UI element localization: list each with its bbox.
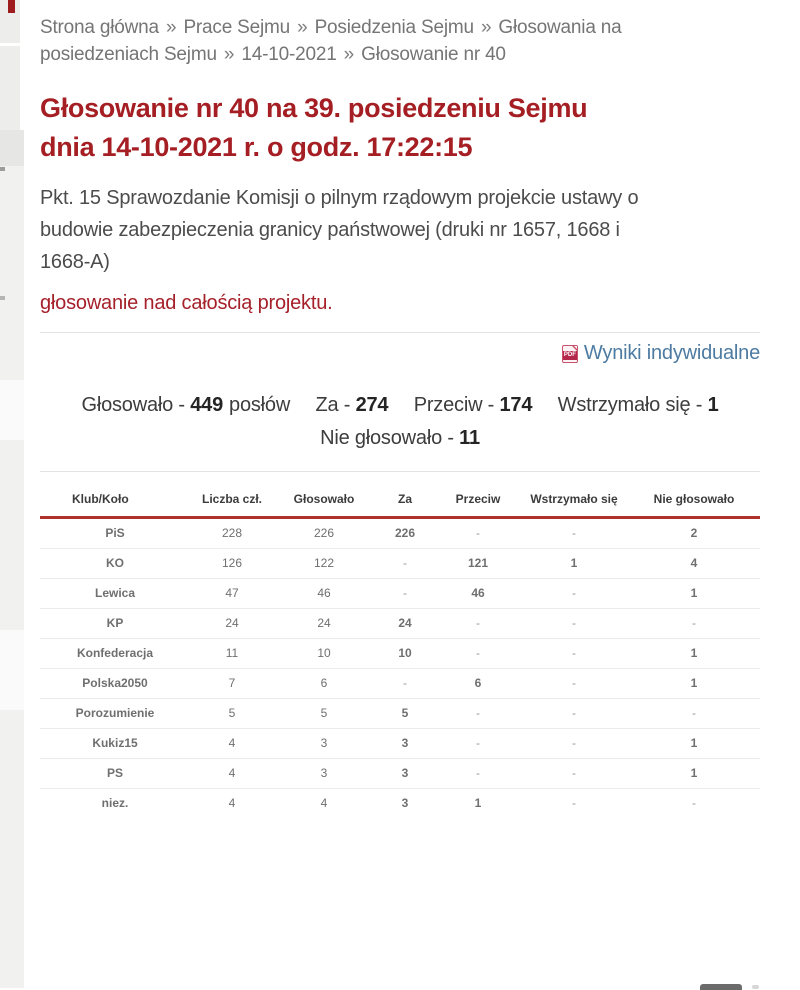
table-row	[40, 608, 760, 638]
members-count: 4	[190, 728, 274, 758]
breadcrumb-separator: »	[223, 44, 235, 65]
vote-summary-line-2	[40, 422, 760, 455]
voting-topic: Pkt. 15 Sprawozdanie Komisji o pilnym rządowym projekcie ustawy o budowie zabezpieczenia granicy państwowej (druki nr 1657, 1668 i 1668-A)	[40, 187, 639, 273]
col-header-abstained: Wstrzymało się	[520, 483, 628, 518]
voted-count: 226	[274, 517, 374, 548]
individual-results-link[interactable]	[562, 342, 760, 365]
votes-abstained: -	[520, 698, 628, 728]
background-page-fragment	[0, 380, 24, 440]
votes-not-cast: 2	[628, 517, 760, 548]
background-page-fragment	[0, 296, 5, 300]
summary-abstained: Wstrzymało się - 1	[557, 393, 719, 416]
breadcrumb-item-sittings[interactable]: Posiedzenia Sejmu	[314, 17, 474, 38]
voted-count: 10	[274, 638, 374, 668]
title-voting-line: Głosowanie nr 40 na 39. posiedzeniu Sejmu	[40, 93, 588, 123]
page-title	[40, 89, 760, 167]
breadcrumb-separator: »	[165, 17, 177, 38]
votes-for: 3	[401, 795, 409, 810]
divider	[40, 471, 760, 472]
voted-count: 6	[274, 668, 374, 698]
background-page-fragment	[0, 130, 24, 988]
votes-not-cast: -	[628, 698, 760, 728]
votes-not-cast: 4	[628, 548, 760, 578]
background-page-fragment	[0, 167, 5, 171]
table-row	[40, 578, 760, 608]
breadcrumb-separator: »	[480, 17, 492, 38]
votes-for: 5	[374, 698, 436, 728]
individual-results-row	[40, 342, 760, 368]
members-count: 126	[190, 548, 274, 578]
votes-against: 1	[474, 795, 482, 810]
votes-abstained: -	[520, 517, 628, 548]
votes-for: -	[374, 578, 436, 608]
vote-summary	[40, 389, 760, 455]
club-name-link[interactable]: KP	[40, 608, 190, 638]
votes-abstained: -	[520, 638, 628, 668]
breadcrumb-item-date[interactable]: 14-10-2021	[241, 44, 337, 65]
title-datetime-line: dnia 14-10-2021 r. o godz. 17:22:15	[40, 132, 473, 162]
votes-not-cast: 1	[628, 578, 760, 608]
votes-against: -	[436, 758, 520, 788]
club-name-link[interactable]: Porozumienie	[40, 698, 190, 728]
voted-count: 46	[274, 578, 374, 608]
votes-for: 226	[374, 517, 436, 548]
members-count: 5	[190, 698, 274, 728]
votes-abstained: -	[572, 795, 576, 810]
votes-for: 3	[374, 758, 436, 788]
members-count: 11	[190, 638, 274, 668]
votes-for: -	[374, 548, 436, 578]
votes-not-cast: 1	[628, 728, 760, 758]
background-page-fragment	[8, 0, 15, 13]
table-row	[40, 668, 760, 698]
votes-not-cast: 1	[628, 668, 760, 698]
voted-count: 3	[274, 758, 374, 788]
votes-against: -	[436, 638, 520, 668]
voting-subject: głosowanie nad całością projektu.	[40, 292, 333, 314]
votes-for: 10	[374, 638, 436, 668]
club-name-link[interactable]: Kukiz15	[40, 728, 190, 758]
votes-abstained: -	[520, 578, 628, 608]
voted-count: 24	[274, 608, 374, 638]
col-header-voted: Głosowało	[274, 483, 374, 518]
col-header-for: Za	[374, 483, 436, 518]
members-count: 47	[190, 578, 274, 608]
table-row	[40, 758, 760, 788]
table-row	[40, 698, 760, 728]
voted-count: 3	[274, 728, 374, 758]
summary-against: Przeciw - 174	[413, 393, 533, 416]
votes-against: 46	[436, 578, 520, 608]
background-page-fragment	[0, 630, 24, 710]
table-row	[40, 638, 760, 668]
table-header-row	[40, 483, 760, 518]
voted-count: 5	[274, 698, 374, 728]
votes-not-cast: 1	[628, 638, 760, 668]
members-count: 4	[190, 758, 274, 788]
club-name-link[interactable]: PS	[40, 758, 190, 788]
votes-for: 3	[374, 728, 436, 758]
votes-abstained: -	[520, 668, 628, 698]
breadcrumb-item-home[interactable]: Strona główna	[40, 17, 159, 38]
breadcrumb	[40, 14, 720, 68]
results-by-club-table	[40, 483, 760, 818]
members-count: 24	[190, 608, 274, 638]
votes-against: -	[436, 728, 520, 758]
votes-for: 24	[374, 608, 436, 638]
breadcrumb-item-sejm-work[interactable]: Prace Sejmu	[183, 17, 291, 38]
members-count: 4	[228, 795, 236, 810]
votes-against: -	[436, 698, 520, 728]
members-count: 7	[190, 668, 274, 698]
club-name-link[interactable]: niez.	[101, 795, 129, 810]
votes-abstained: -	[520, 758, 628, 788]
votes-against: -	[436, 608, 520, 638]
votes-abstained: 1	[520, 548, 628, 578]
voted-count: 122	[274, 548, 374, 578]
summary-not-voted: Nie głosowało - 11	[320, 426, 480, 449]
background-page-fragment	[0, 0, 20, 130]
table-row	[40, 517, 760, 548]
summary-voted: Głosowało - 449 posłów	[81, 393, 291, 416]
main-content	[24, 0, 800, 818]
pdf-file-icon: PDF	[562, 345, 578, 363]
club-name-link[interactable]: PiS	[40, 517, 190, 548]
club-name-link[interactable]: Polska2050	[40, 668, 190, 698]
breadcrumb-item-current: Głosowanie nr 40	[361, 44, 506, 65]
partially-visible-bottom-element	[752, 985, 759, 989]
background-page-fragment	[0, 130, 24, 166]
individual-results-label: Wyniki indywidualne	[583, 342, 760, 364]
club-name-link[interactable]: Konfederacja	[40, 638, 190, 668]
table-row	[40, 728, 760, 758]
votes-against: 121	[436, 548, 520, 578]
summary-for: Za - 274	[315, 393, 389, 416]
votes-not-cast: -	[628, 608, 760, 638]
col-header-club: Klub/Koło	[40, 483, 190, 518]
col-header-not-voted: Nie głosowało	[628, 483, 760, 518]
divider	[40, 332, 760, 333]
votes-abstained: -	[520, 608, 628, 638]
col-header-members: Liczba czł.	[190, 483, 274, 518]
background-page-fragment	[0, 43, 20, 46]
votes-for: -	[374, 668, 436, 698]
breadcrumb-item-votings[interactable]: Głosowania na posiedzeniach Sejmu	[40, 17, 622, 65]
votes-against: 6	[436, 668, 520, 698]
votes-abstained: -	[520, 728, 628, 758]
club-name-link[interactable]: Lewica	[40, 578, 190, 608]
members-count: 228	[190, 517, 274, 548]
votes-against: -	[436, 517, 520, 548]
club-name-link[interactable]: KO	[40, 548, 190, 578]
breadcrumb-separator: »	[343, 44, 355, 65]
votes-not-cast: 1	[628, 758, 760, 788]
breadcrumb-separator: »	[297, 17, 308, 38]
partially-visible-bottom-element	[700, 984, 742, 990]
voted-count: 4	[320, 795, 328, 810]
votes-not-cast: -	[692, 795, 696, 810]
table-row	[40, 548, 760, 578]
col-header-against: Przeciw	[436, 483, 520, 518]
vote-summary-line-1	[40, 389, 760, 422]
table-row	[40, 788, 760, 818]
